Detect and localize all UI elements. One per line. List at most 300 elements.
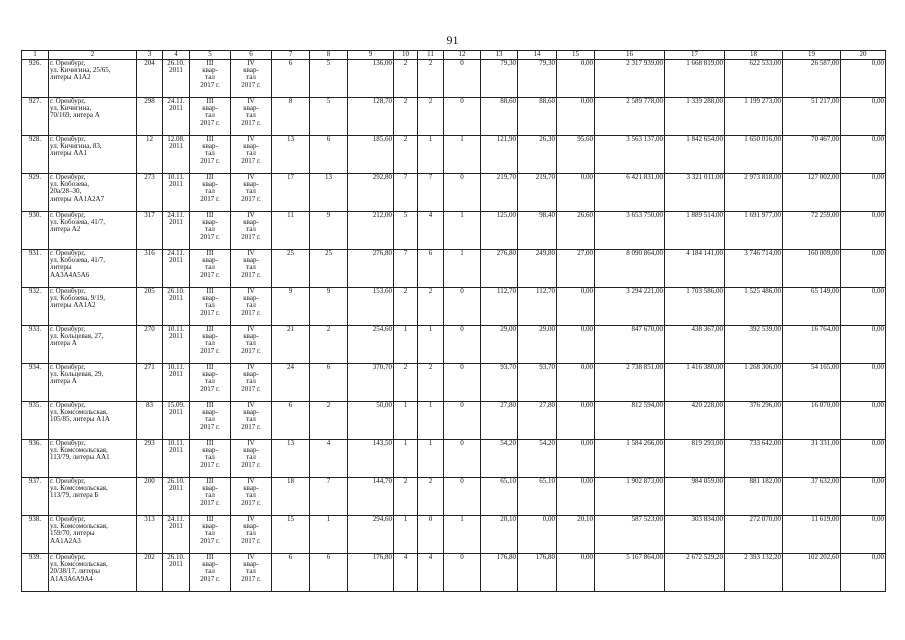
amount-cell: 587 523,00: [595, 516, 665, 554]
end-period-cell: IV квар- тал 2017 г.: [231, 516, 272, 554]
amount-cell: 1 199 273,00: [725, 98, 783, 136]
column-number-cell: 4: [163, 51, 190, 60]
amount-cell: 102 202,60: [783, 554, 841, 592]
address-cell: г. Оренбург, ул. Кобозева, 41/7, литера А2: [49, 212, 137, 250]
cell: 1: [394, 440, 418, 478]
cell: 1: [444, 250, 481, 288]
table-row: [22, 60, 886, 98]
amount-cell: 881 182,00: [725, 478, 783, 516]
amount-cell: 0,00: [841, 288, 886, 326]
cell: 1: [418, 326, 444, 364]
end-period-cell: IV квар- тал 2017 г.: [231, 98, 272, 136]
date-cell: 24.11. 2011: [163, 250, 190, 288]
cell: 0: [444, 326, 481, 364]
date-cell: 26.10. 2011: [163, 478, 190, 516]
amount-cell: 622 533,00: [725, 60, 783, 98]
amount-cell: 0,00: [841, 402, 886, 440]
cell: 200: [137, 478, 163, 516]
amount-cell: 127 002,00: [783, 174, 841, 212]
cell: 93,70: [481, 364, 518, 402]
cell: 0: [444, 554, 481, 592]
cell: 0,00: [557, 98, 595, 136]
amount-cell: 1 889 514,00: [665, 212, 725, 250]
cell: 17: [272, 174, 310, 212]
cell: 1: [394, 326, 418, 364]
cell: 5: [310, 98, 348, 136]
table-row: [22, 98, 886, 136]
cell: 0,00: [557, 554, 595, 592]
cell: 2: [394, 478, 418, 516]
cell: 0,00: [557, 174, 595, 212]
amount-cell: 3 746 714,00: [725, 250, 783, 288]
table-row: [22, 554, 886, 592]
address-cell: г. Оренбург, ул. Кольцевая, 29, литера А: [49, 364, 137, 402]
amount-cell: 2 738 851,00: [595, 364, 665, 402]
amount-cell: 0,00: [841, 98, 886, 136]
cell: 2: [418, 60, 444, 98]
cell: 1: [310, 516, 348, 554]
amount-cell: 3 563 137,00: [595, 136, 665, 174]
table-row: [22, 402, 886, 440]
amount-cell: 1 416 380,00: [665, 364, 725, 402]
cell: 316: [137, 250, 163, 288]
cell: 9: [310, 212, 348, 250]
cell: 27,00: [557, 250, 595, 288]
end-period-cell: IV квар- тал 2017 г.: [231, 212, 272, 250]
amount-cell: 2 973 818,00: [725, 174, 783, 212]
cell: 6: [272, 554, 310, 592]
date-cell: 24.11. 2011: [163, 212, 190, 250]
cell: 98,40: [518, 212, 557, 250]
date-cell: 12.08. 2011: [163, 136, 190, 174]
column-number-cell: 6: [231, 51, 272, 60]
cell: 249,80: [518, 250, 557, 288]
cell: 121,90: [481, 136, 518, 174]
cell: 0,00: [557, 478, 595, 516]
cell: 204: [137, 60, 163, 98]
start-period-cell: III квар- тал 2017 г.: [190, 288, 231, 326]
amount-cell: 16 070,00: [783, 402, 841, 440]
address-cell: г. Оренбург, ул. Кольцевая, 27, литера А: [49, 326, 137, 364]
cell: 2: [418, 364, 444, 402]
amount-cell: 1 525 486,00: [725, 288, 783, 326]
start-period-cell: III квар- тал 2017 г.: [190, 250, 231, 288]
cell: 54,20: [518, 440, 557, 478]
address-cell: г. Оренбург, ул. Кобозева, 41/7, литеры АА3А4А5А6: [49, 250, 137, 288]
cell: 313: [137, 516, 163, 554]
cell: 2: [310, 326, 348, 364]
cell: 293: [137, 440, 163, 478]
row-number-cell: 933.: [22, 326, 49, 364]
start-period-cell: III квар- тал 2017 г.: [190, 60, 231, 98]
date-cell: 26.10. 2011: [163, 554, 190, 592]
cell: 128,70: [348, 98, 394, 136]
cell: 112,70: [518, 288, 557, 326]
row-number-cell: 938.: [22, 516, 49, 554]
amount-cell: 0,00: [841, 440, 886, 478]
column-number-cell: 10: [394, 51, 418, 60]
address-cell: г. Оренбург, ул. Кичигина, 25/65, литеры А1А2: [49, 60, 137, 98]
cell: 219,70: [481, 174, 518, 212]
end-period-cell: IV квар- тал 2017 г.: [231, 174, 272, 212]
cell: 6: [310, 554, 348, 592]
cell: 2: [394, 136, 418, 174]
table-row: [22, 364, 886, 402]
cell: 292,80: [348, 174, 394, 212]
page-number: 91: [446, 33, 459, 47]
cell: 0: [444, 98, 481, 136]
cell: 136,00: [348, 60, 394, 98]
column-number-cell: 17: [665, 51, 725, 60]
column-number-cell: 15: [557, 51, 595, 60]
amount-cell: 31 331,00: [783, 440, 841, 478]
row-number-cell: 932.: [22, 288, 49, 326]
amount-cell: 0,00: [841, 364, 886, 402]
start-period-cell: III квар- тал 2017 г.: [190, 136, 231, 174]
cell: 1: [444, 212, 481, 250]
cell: 20,10: [557, 516, 595, 554]
amount-cell: 819 293,00: [665, 440, 725, 478]
column-number-cell: 16: [595, 51, 665, 60]
amount-cell: 3 294 221,00: [595, 288, 665, 326]
cell: 0,00: [557, 402, 595, 440]
cell: 0,00: [518, 516, 557, 554]
row-number-cell: 930.: [22, 212, 49, 250]
start-period-cell: III квар- тал 2017 г.: [190, 212, 231, 250]
cell: 27,80: [518, 402, 557, 440]
cell: 273: [137, 174, 163, 212]
cell: 0: [444, 440, 481, 478]
table-row: [22, 250, 886, 288]
cell: 112,70: [481, 288, 518, 326]
cell: 6: [418, 250, 444, 288]
cell: 1: [444, 516, 481, 554]
amount-cell: 2 317 939,00: [595, 60, 665, 98]
cell: 6: [272, 402, 310, 440]
cell: 7: [394, 250, 418, 288]
date-cell: 26.10. 2011: [163, 288, 190, 326]
cell: 88,60: [518, 98, 557, 136]
amount-cell: 1 650 016,00: [725, 136, 783, 174]
start-period-cell: III квар- тал 2017 г.: [190, 554, 231, 592]
cell: 212,00: [348, 212, 394, 250]
cell: 4: [418, 554, 444, 592]
amount-cell: 0,00: [841, 478, 886, 516]
amount-cell: 420 228,00: [665, 402, 725, 440]
cell: 29,00: [481, 326, 518, 364]
end-period-cell: IV квар- тал 2017 г.: [231, 364, 272, 402]
cell: 125,00: [481, 212, 518, 250]
amount-cell: 0,00: [841, 136, 886, 174]
amount-cell: 0,00: [841, 326, 886, 364]
row-number-cell: 935.: [22, 402, 49, 440]
end-period-cell: IV квар- тал 2017 г.: [231, 326, 272, 364]
cell: 294,60: [348, 516, 394, 554]
amount-cell: 16 764,00: [783, 326, 841, 364]
cell: 95,60: [557, 136, 595, 174]
amount-cell: 72 259,00: [783, 212, 841, 250]
amount-cell: 984 059,00: [665, 478, 725, 516]
amount-cell: 5 167 864,00: [595, 554, 665, 592]
amount-cell: 1 902 873,00: [595, 478, 665, 516]
row-number-cell: 934.: [22, 364, 49, 402]
row-number-cell: 926.: [22, 60, 49, 98]
amount-cell: 1 339 288,00: [665, 98, 725, 136]
cell: 276,80: [348, 250, 394, 288]
row-number-cell: 928.: [22, 136, 49, 174]
cell: 25: [310, 250, 348, 288]
cell: 7: [418, 174, 444, 212]
cell: 271: [137, 364, 163, 402]
date-cell: 10.11. 2011: [163, 326, 190, 364]
table-row: [22, 326, 886, 364]
start-period-cell: III квар- тал 2017 г.: [190, 402, 231, 440]
cell: 176,80: [481, 554, 518, 592]
table-row: [22, 478, 886, 516]
cell: 26,60: [557, 212, 595, 250]
column-number-cell: 12: [444, 51, 481, 60]
amount-cell: 65 149,00: [783, 288, 841, 326]
amount-cell: 1 584 266,00: [595, 440, 665, 478]
start-period-cell: III квар- тал 2017 г.: [190, 98, 231, 136]
cell: 276,80: [481, 250, 518, 288]
date-cell: 24.11. 2011: [163, 98, 190, 136]
start-period-cell: III квар- тал 2017 г.: [190, 174, 231, 212]
date-cell: 10.11. 2011: [163, 364, 190, 402]
amount-cell: 37 632,00: [783, 478, 841, 516]
end-period-cell: IV квар- тал 2017 г.: [231, 478, 272, 516]
end-period-cell: IV квар- тал 2017 г.: [231, 440, 272, 478]
date-cell: 26.10. 2011: [163, 60, 190, 98]
cell: 2: [418, 98, 444, 136]
cell: 13: [272, 440, 310, 478]
cell: 176,80: [348, 554, 394, 592]
amount-cell: 3 653 750,00: [595, 212, 665, 250]
cell: 7: [394, 174, 418, 212]
start-period-cell: III квар- тал 2017 г.: [190, 478, 231, 516]
amount-cell: 26 587,00: [783, 60, 841, 98]
table-row: [22, 174, 886, 212]
cell: 2: [394, 364, 418, 402]
address-cell: г. Оренбург, ул. Комсомольская, 113/79, литера Б: [49, 478, 137, 516]
column-number-cell: 2: [49, 51, 137, 60]
amount-cell: 0,00: [841, 516, 886, 554]
cell: 0,00: [557, 364, 595, 402]
cell: 6: [272, 60, 310, 98]
cell: 65,10: [518, 478, 557, 516]
cell: 1: [394, 516, 418, 554]
start-period-cell: III квар- тал 2017 г.: [190, 364, 231, 402]
cell: 1: [394, 402, 418, 440]
column-number-cell: 3: [137, 51, 163, 60]
cell: 13: [310, 174, 348, 212]
column-number-cell: 14: [518, 51, 557, 60]
row-number-cell: 927.: [22, 98, 49, 136]
cell: 2: [418, 288, 444, 326]
table-row: [22, 212, 886, 250]
amount-cell: 733 642,00: [725, 440, 783, 478]
column-number-cell: 5: [190, 51, 231, 60]
cell: 27,80: [481, 402, 518, 440]
cell: 0,00: [557, 60, 595, 98]
cell: 0,00: [557, 440, 595, 478]
cell: 298: [137, 98, 163, 136]
cell: 2: [418, 478, 444, 516]
cell: 254,60: [348, 326, 394, 364]
cell: 2: [394, 98, 418, 136]
amount-cell: 392 539,00: [725, 326, 783, 364]
cell: 93,70: [518, 364, 557, 402]
date-cell: 24.11. 2011: [163, 516, 190, 554]
address-cell: г. Оренбург, ул. Кобозева, 20а/28–30, литеры АА1А2А7: [49, 174, 137, 212]
amount-cell: 1 668 819,00: [665, 60, 725, 98]
table-row: [22, 288, 886, 326]
cell: 202: [137, 554, 163, 592]
date-cell: 10.11. 2011: [163, 174, 190, 212]
address-cell: г. Оренбург, ул. Комсомольская, 105/85, литеры А1А: [49, 402, 137, 440]
cell: 0,00: [557, 288, 595, 326]
cell: 83: [137, 402, 163, 440]
amount-cell: 1 703 586,00: [665, 288, 725, 326]
data-table-container: [21, 50, 885, 592]
amount-cell: 303 834,00: [665, 516, 725, 554]
cell: 2: [394, 288, 418, 326]
cell: 5: [394, 212, 418, 250]
amount-cell: 1 691 977,00: [725, 212, 783, 250]
cell: 144,70: [348, 478, 394, 516]
amount-cell: 3 321 011,00: [665, 174, 725, 212]
amount-cell: 0,00: [841, 212, 886, 250]
amount-cell: 70 467,00: [783, 136, 841, 174]
end-period-cell: IV квар- тал 2017 г.: [231, 136, 272, 174]
cell: 370,70: [348, 364, 394, 402]
column-number-cell: 1: [22, 51, 49, 60]
address-cell: г. Оренбург, ул. Кичигина, 83, литеры АА1: [49, 136, 137, 174]
cell: 54,20: [481, 440, 518, 478]
cell: 0: [418, 516, 444, 554]
cell: 8: [272, 98, 310, 136]
cell: 21: [272, 326, 310, 364]
amount-cell: 438 367,00: [665, 326, 725, 364]
cell: 2: [310, 402, 348, 440]
cell: 50,00: [348, 402, 394, 440]
cell: 0: [444, 402, 481, 440]
cell: 0: [444, 478, 481, 516]
table-row: [22, 440, 886, 478]
address-cell: г. Оренбург, ул. Комсомольская, 113/79, литеры АА1: [49, 440, 137, 478]
cell: 65,10: [481, 478, 518, 516]
cell: 4: [394, 554, 418, 592]
date-cell: 15.09. 2011: [163, 402, 190, 440]
cell: 5: [310, 60, 348, 98]
cell: 1: [418, 136, 444, 174]
amount-cell: 1 842 654,00: [665, 136, 725, 174]
column-number-cell: 18: [725, 51, 783, 60]
amount-cell: 4 184 141,00: [665, 250, 725, 288]
cell: 25: [272, 250, 310, 288]
column-number-cell: 13: [481, 51, 518, 60]
cell: 0: [444, 288, 481, 326]
cell: 2: [394, 60, 418, 98]
amount-cell: 0,00: [841, 250, 886, 288]
cell: 15: [272, 516, 310, 554]
cell: 205: [137, 288, 163, 326]
column-number-cell: 20: [841, 51, 886, 60]
cell: 26,30: [518, 136, 557, 174]
cell: 79,30: [481, 60, 518, 98]
amount-cell: 51 217,00: [783, 98, 841, 136]
amount-cell: 2 589 778,00: [595, 98, 665, 136]
table-row: [22, 136, 886, 174]
row-number-cell: 937.: [22, 478, 49, 516]
amount-cell: 160 009,00: [783, 250, 841, 288]
cell: 270: [137, 326, 163, 364]
cell: 20,10: [481, 516, 518, 554]
cell: 13: [272, 136, 310, 174]
start-period-cell: III квар- тал 2017 г.: [190, 516, 231, 554]
end-period-cell: IV квар- тал 2017 г.: [231, 60, 272, 98]
column-number-row: [22, 51, 886, 60]
start-period-cell: III квар- тал 2017 г.: [190, 326, 231, 364]
end-period-cell: IV квар- тал 2017 г.: [231, 554, 272, 592]
cell: 12: [137, 136, 163, 174]
cell: 11: [272, 212, 310, 250]
cell: 185,60: [348, 136, 394, 174]
row-number-cell: 939.: [22, 554, 49, 592]
date-cell: 10.11. 2011: [163, 440, 190, 478]
amount-cell: 0,00: [841, 554, 886, 592]
amount-cell: 812 594,00: [595, 402, 665, 440]
column-number-cell: 11: [418, 51, 444, 60]
amount-cell: 11 619,00: [783, 516, 841, 554]
column-number-cell: 8: [310, 51, 348, 60]
amount-cell: 2 393 132,20: [725, 554, 783, 592]
cell: 24: [272, 364, 310, 402]
amount-cell: 272 070,00: [725, 516, 783, 554]
cell: 1: [444, 136, 481, 174]
end-period-cell: IV квар- тал 2017 г.: [231, 250, 272, 288]
start-period-cell: III квар- тал 2017 г.: [190, 440, 231, 478]
cell: 1: [418, 402, 444, 440]
cell: 18: [272, 478, 310, 516]
cell: 317: [137, 212, 163, 250]
address-cell: г. Оренбург, ул. Кичигина, 70/169, литера А: [49, 98, 137, 136]
cell: 219,70: [518, 174, 557, 212]
amount-cell: 0,00: [841, 174, 886, 212]
cell: 4: [310, 440, 348, 478]
cell: 153,60: [348, 288, 394, 326]
cell: 9: [310, 288, 348, 326]
row-number-cell: 936.: [22, 440, 49, 478]
cell: 29,00: [518, 326, 557, 364]
amount-cell: 376 296,00: [725, 402, 783, 440]
amount-cell: 54 165,00: [783, 364, 841, 402]
amount-cell: 1 268 306,00: [725, 364, 783, 402]
cell: 0,00: [557, 326, 595, 364]
end-period-cell: IV квар- тал 2017 г.: [231, 288, 272, 326]
cell: 0: [444, 60, 481, 98]
cell: 6: [310, 364, 348, 402]
amount-cell: 8 090 864,00: [595, 250, 665, 288]
end-period-cell: IV квар- тал 2017 г.: [231, 402, 272, 440]
row-number-cell: 931.: [22, 250, 49, 288]
cell: 79,30: [518, 60, 557, 98]
cell: 1: [418, 440, 444, 478]
cell: 6: [310, 136, 348, 174]
amount-cell: 6 421 831,00: [595, 174, 665, 212]
amount-cell: 2 672 529,20: [665, 554, 725, 592]
column-number-cell: 9: [348, 51, 394, 60]
